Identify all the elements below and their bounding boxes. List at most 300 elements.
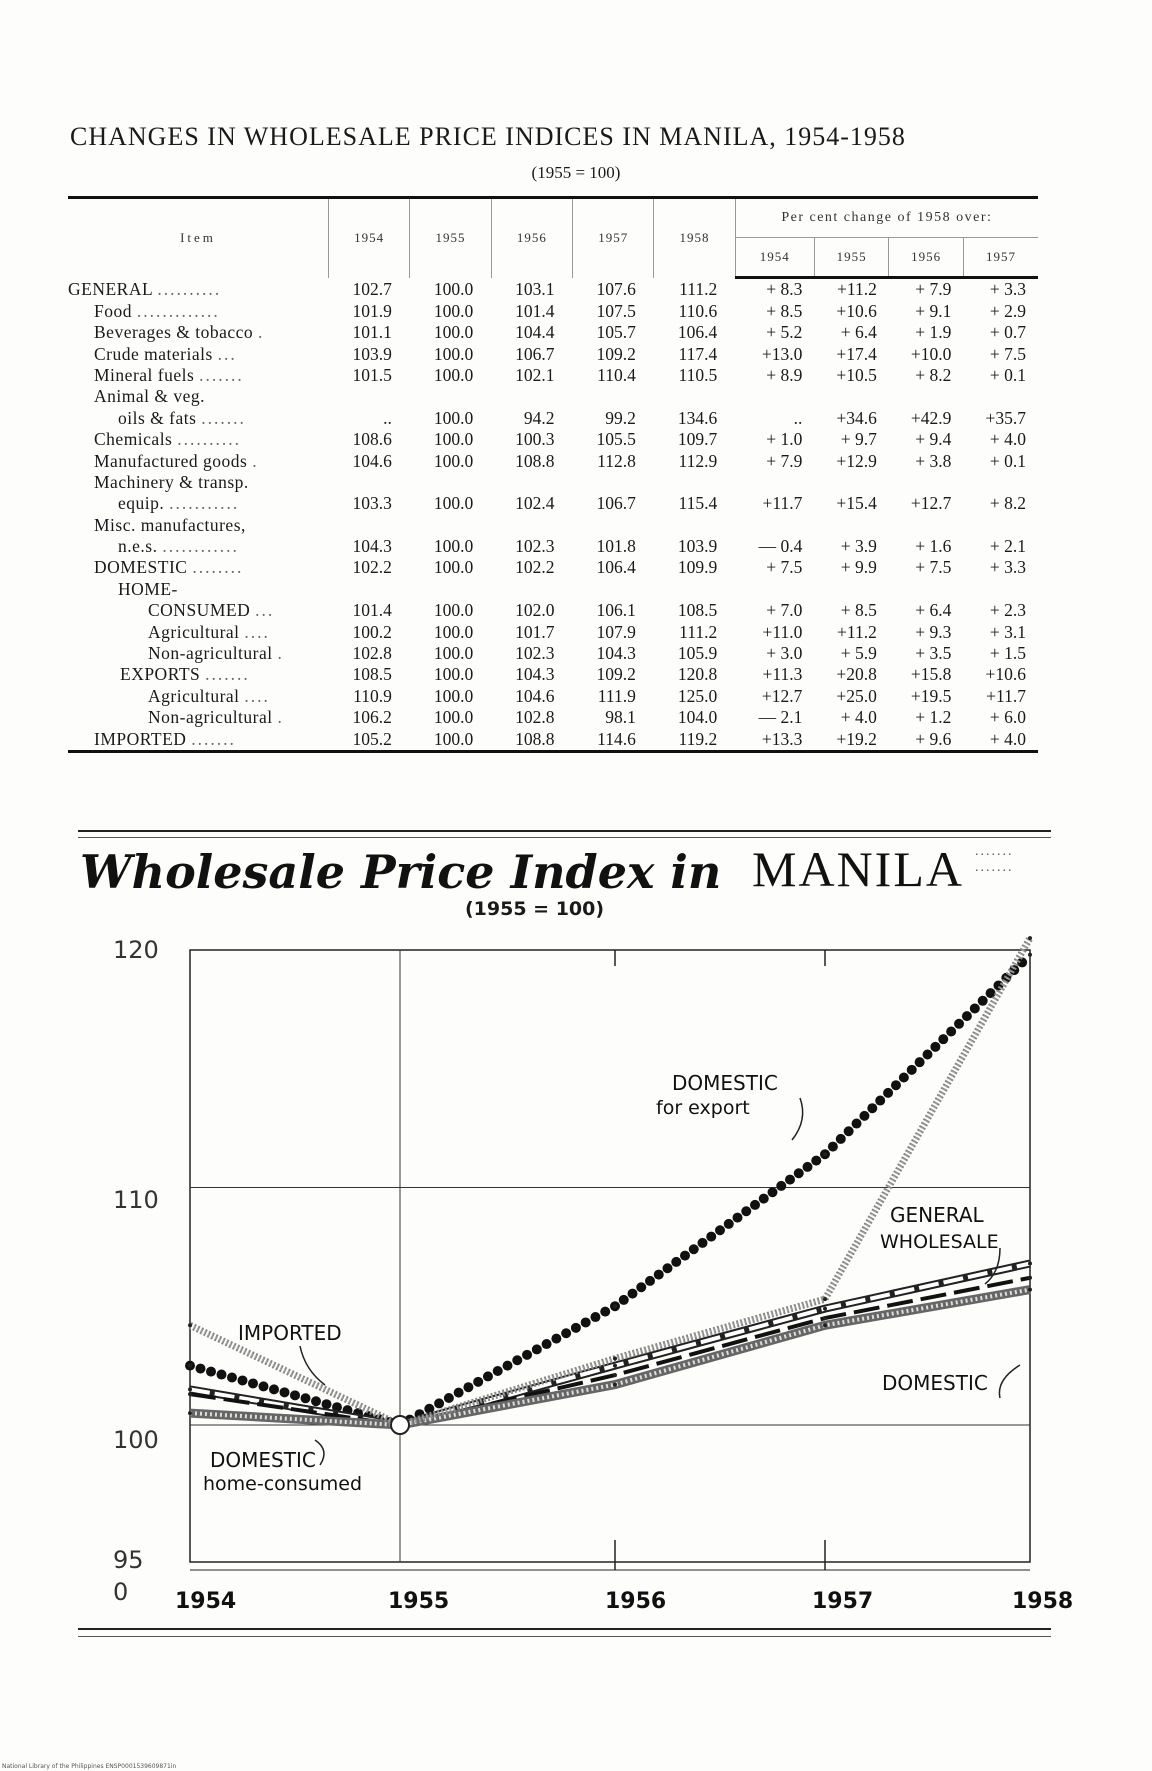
- series-line-inner: [190, 938, 1030, 1425]
- pct-change-cell: + 8.2: [989, 493, 1026, 514]
- pct-change-cell: +42.9: [910, 407, 952, 428]
- series-label: GENERAL: [890, 1203, 984, 1227]
- data-point-dot: [915, 1057, 925, 1067]
- data-point-dot: [706, 1232, 716, 1242]
- x-tick-label: 1956: [605, 1589, 667, 1614]
- pct-change-cell: + 8.5: [766, 300, 803, 321]
- data-point-dot: [571, 1323, 581, 1333]
- x-tick-label: 1957: [812, 1589, 874, 1614]
- leader-dots: .......: [191, 728, 236, 749]
- index-cell: 104.6: [352, 450, 392, 471]
- data-point-dot: [733, 1213, 743, 1223]
- pct-change-cell: + 3.1: [989, 621, 1026, 642]
- pct-change-cell: + 4.0: [840, 707, 877, 728]
- pct-change-cell: +13.3: [735, 728, 814, 751]
- leader-dots: .......: [199, 364, 244, 385]
- pct-change-cell: + 2.3: [989, 600, 1026, 621]
- index-cell: ..: [383, 407, 392, 428]
- data-point-dot: [301, 1393, 311, 1403]
- data-point-dot: [970, 1003, 980, 1013]
- index-cell: 104.3: [352, 536, 392, 557]
- index-cell: 101.4: [515, 300, 555, 321]
- pct-change-cell: + 2.9: [989, 300, 1026, 321]
- leader-dots: .............: [136, 300, 220, 321]
- leader-dots: ....: [244, 621, 270, 642]
- pct-change-cell: +11.2: [837, 279, 877, 300]
- data-point-dot: [938, 1034, 948, 1044]
- data-point-dot: [238, 1375, 248, 1385]
- x-tick-label: 1958: [1012, 1589, 1074, 1614]
- chart-bottom-rule: [78, 1628, 1051, 1630]
- chart-title: Wholesale Price Index in: [80, 845, 722, 899]
- data-point: [613, 1383, 617, 1387]
- data-point: [613, 1364, 617, 1368]
- index-cell: 100.0: [433, 493, 474, 514]
- pct-change-cell: + 1.2: [915, 707, 952, 728]
- series-label-line2: WHOLESALE: [880, 1231, 999, 1253]
- pct-change-cell: + 0.1: [989, 450, 1026, 471]
- data-point-dot: [859, 1111, 869, 1121]
- index-cell: 100.0: [433, 707, 474, 728]
- index-cell: 108.8: [491, 728, 572, 751]
- pct-change-cell: +20.8: [836, 664, 877, 685]
- index-cell: 100.0: [433, 643, 474, 664]
- data-point: [613, 1304, 617, 1308]
- pct-change-cell: +11.0: [762, 621, 803, 642]
- index-cell: 102.3: [515, 536, 555, 557]
- pct-change-cell: + 0.7: [989, 322, 1026, 343]
- index-cell: 102.1: [515, 364, 555, 385]
- chart-place: MANILA: [752, 841, 964, 897]
- data-point-dot: [875, 1096, 885, 1106]
- pct-change-cell: + 7.0: [766, 600, 803, 621]
- pct-change-cell: + 9.7: [840, 429, 877, 450]
- index-cell: 111.2: [679, 279, 718, 300]
- series-label: DOMESTIC: [210, 1448, 316, 1472]
- data-point: [1028, 1262, 1032, 1266]
- data-point: [823, 1307, 827, 1311]
- row-label-text: Mineral fuels: [94, 364, 195, 385]
- index-cell: 108.5: [677, 600, 718, 621]
- index-cell: 102.2: [352, 557, 392, 578]
- data-point: [188, 1411, 192, 1415]
- data-point: [188, 1387, 192, 1391]
- data-point-dot: [785, 1175, 795, 1185]
- data-point-dot: [532, 1344, 542, 1354]
- index-cell: 100.3: [515, 429, 555, 450]
- pct-change-cell: +17.4: [836, 343, 877, 364]
- pct-change-cell: — 2.1: [758, 707, 803, 728]
- row-label-text: Non-agricultural: [148, 643, 273, 664]
- pct-change-cell: + 4.0: [989, 429, 1026, 450]
- index-cell: 103.1: [515, 279, 555, 300]
- pct-change-cell: +11.2: [837, 621, 877, 642]
- data-point-dot: [581, 1317, 591, 1327]
- pct-change-cell: +10.6: [836, 300, 877, 321]
- index-cell: 106.4: [596, 557, 636, 578]
- data-point: [613, 1373, 617, 1377]
- index-cell: 101.9: [352, 300, 392, 321]
- data-point-dot: [551, 1334, 561, 1344]
- index-cell: 100.0: [433, 407, 474, 428]
- data-point-dot: [322, 1399, 332, 1409]
- index-cell: 125.0: [677, 685, 718, 706]
- pct-change-cell: + 6.0: [989, 707, 1026, 728]
- row-label-text: DOMESTIC: [94, 557, 188, 578]
- pct-change-cell: + 3.3: [989, 279, 1026, 300]
- data-point-dot: [680, 1251, 690, 1261]
- data-point-dot: [759, 1194, 769, 1204]
- data-point: [188, 1323, 192, 1327]
- pct-change-cell: +34.6: [836, 407, 877, 428]
- footer-caption: National Library of the Philippines ENSP0001539609871in: [2, 1763, 177, 1770]
- index-cell: 100.0: [433, 364, 474, 385]
- data-point-dot: [196, 1364, 206, 1374]
- index-cell: 104.6: [515, 685, 555, 706]
- pct-change-cell: +11.3: [762, 664, 803, 685]
- leader-dots: .......: [205, 664, 250, 685]
- data-point-dot: [493, 1366, 503, 1376]
- data-point-dot: [852, 1119, 862, 1129]
- item-column-header: Item: [68, 198, 329, 278]
- y-tick-label: 110: [113, 1186, 159, 1214]
- index-cell: 101.8: [596, 536, 636, 557]
- data-point: [1028, 1276, 1032, 1280]
- series-label-line2: home-consumed: [203, 1473, 363, 1495]
- year-header: 1956: [491, 198, 572, 278]
- data-point: [1028, 953, 1032, 957]
- index-cell: 102.4: [515, 493, 555, 514]
- series-label: DOMESTIC: [672, 1071, 778, 1095]
- data-point-dot: [978, 996, 988, 1006]
- pct-change-cell: +10.5: [836, 364, 877, 385]
- row-label-text: Food: [94, 300, 132, 321]
- data-point-dot: [715, 1225, 725, 1235]
- data-point-dot: [923, 1050, 933, 1060]
- index-cell: 100.0: [433, 600, 474, 621]
- pct-change-cell: + 6.4: [915, 600, 952, 621]
- pct-change-cell: + 7.5: [915, 557, 952, 578]
- data-point-dot: [803, 1162, 813, 1172]
- data-point: [1028, 936, 1032, 940]
- index-cell: 110.5: [678, 364, 718, 385]
- row-label-text: oils & fats: [118, 407, 197, 428]
- leader-dots: .: [277, 707, 284, 728]
- year-header: 1958: [654, 198, 735, 278]
- index-cell: 104.3: [596, 643, 636, 664]
- data-point: [823, 1152, 827, 1156]
- pct-change-cell: + 1.0: [766, 429, 803, 450]
- data-point-dot: [454, 1388, 464, 1398]
- data-point: [613, 1357, 617, 1361]
- pct-change-cell: + 9.3: [915, 621, 952, 642]
- pct-change-cell: +15.8: [910, 664, 952, 685]
- index-cell: 107.5: [596, 300, 636, 321]
- index-cell: 98.1: [605, 707, 636, 728]
- data-point-dot: [899, 1073, 909, 1083]
- year-header: 1955: [410, 198, 491, 278]
- data-point-dot: [891, 1080, 901, 1090]
- index-cell: 99.2: [605, 407, 636, 428]
- data-point-dot: [590, 1312, 600, 1322]
- data-point-dot: [954, 1019, 964, 1029]
- data-point-dot: [290, 1390, 300, 1400]
- row-label-text: Machinery & transp.: [94, 471, 249, 492]
- leader-dots: ...: [217, 343, 237, 364]
- series-label: IMPORTED: [238, 1321, 342, 1345]
- index-cell: 100.0: [433, 450, 474, 471]
- data-point-dot: [794, 1168, 804, 1178]
- pct-year-header: 1955: [814, 238, 889, 278]
- data-point-dot: [619, 1295, 629, 1305]
- data-point-dot: [473, 1377, 483, 1387]
- label-leader-line: [792, 1098, 803, 1140]
- row-label-text: CONSUMED: [148, 600, 251, 621]
- table-subtitle: (1955 = 100): [531, 163, 621, 182]
- pct-change-cell: + 9.1: [915, 300, 952, 321]
- data-point-dot: [768, 1187, 778, 1197]
- row-label-text: Crude materials: [94, 343, 213, 364]
- pct-change-cell: — 0.4: [758, 536, 803, 557]
- table-title: CHANGES IN WHOLESALE PRICE INDICES IN MANILA, 1954-1958: [70, 122, 906, 151]
- pct-change-cell: + 7.9: [915, 279, 952, 300]
- pct-change-cell: + 7.5: [989, 343, 1026, 364]
- data-point-dot: [248, 1378, 258, 1388]
- y-tick-label: 95: [113, 1546, 144, 1574]
- leader-dots: ........: [192, 557, 244, 578]
- leader-dots: ...........: [169, 493, 240, 514]
- index-cell: 100.0: [433, 557, 474, 578]
- data-point-dot: [280, 1387, 290, 1397]
- index-cell: 101.1: [352, 322, 392, 343]
- leader-dots: ............: [162, 536, 239, 557]
- index-cell: 106.7: [515, 343, 555, 364]
- index-cell: 109.9: [677, 557, 718, 578]
- index-cell: 103.9: [677, 536, 718, 557]
- index-cell: 100.0: [433, 685, 474, 706]
- index-cell: 106.2: [352, 707, 392, 728]
- row-label-text: Animal & veg.: [94, 386, 205, 407]
- data-point-dot: [311, 1396, 321, 1406]
- pct-change-cell: + 9.9: [840, 557, 877, 578]
- row-label-text: Chemicals: [94, 429, 173, 450]
- data-point-dot: [503, 1361, 513, 1371]
- index-cell: 100.2: [352, 621, 392, 642]
- data-point-dot: [828, 1142, 838, 1152]
- index-cell: 100.0: [433, 429, 474, 450]
- data-point-dot: [636, 1282, 646, 1292]
- pct-year-header: 1957: [963, 238, 1038, 278]
- pct-change-cell: + 7.9: [766, 450, 803, 471]
- index-cell: 110.6: [678, 300, 718, 321]
- index-cell: 111.9: [597, 685, 636, 706]
- data-point-dot: [512, 1355, 522, 1365]
- data-point-dot: [930, 1042, 940, 1052]
- data-point: [1028, 1288, 1032, 1292]
- data-point-dot: [811, 1156, 821, 1166]
- index-cell: 110.4: [597, 364, 636, 385]
- leader-dots: .: [258, 322, 265, 343]
- index-cell: 100.0: [433, 322, 474, 343]
- index-cell: 100.0: [433, 343, 474, 364]
- pct-change-cell: + 4.0: [963, 728, 1038, 751]
- index-cell: 108.8: [515, 450, 555, 471]
- row-label-text: Non-agricultural: [148, 707, 273, 728]
- data-point: [823, 1323, 827, 1327]
- pct-change-cell: + 8.2: [915, 364, 952, 385]
- data-point-dot: [844, 1126, 854, 1136]
- row-label-text: Agricultural: [148, 621, 240, 642]
- data-point: [823, 1297, 827, 1301]
- data-point: [188, 1364, 192, 1368]
- data-point-dot: [269, 1384, 279, 1394]
- index-cell: 100.0: [433, 664, 474, 685]
- index-cell: 94.2: [523, 407, 555, 428]
- index-cell: 102.7: [352, 279, 392, 300]
- data-point-dot: [698, 1238, 708, 1248]
- pct-change-cell: + 3.3: [989, 557, 1026, 578]
- index-cell: 111.2: [679, 621, 718, 642]
- leader-dots: .......: [201, 407, 246, 428]
- data-point-dot: [883, 1088, 893, 1098]
- index-cell: 100.0: [433, 536, 474, 557]
- chart-subtitle: (1955 = 100): [465, 898, 605, 920]
- pct-change-header: Per cent change of 1958 over:: [735, 198, 1038, 238]
- data-point-dot: [561, 1328, 571, 1338]
- pct-change-cell: + 6.4: [840, 322, 877, 343]
- index-cell: 107.9: [596, 621, 636, 642]
- pct-change-cell: + 5.9: [840, 643, 877, 664]
- data-point-dot: [741, 1206, 751, 1216]
- index-cell: 108.6: [352, 429, 392, 450]
- row-label-text: EXPORTS: [120, 664, 201, 685]
- pct-change-cell: +19.5: [910, 685, 952, 706]
- data-point-dot: [663, 1263, 673, 1273]
- data-point: [823, 1316, 827, 1320]
- index-cell: 105.7: [596, 322, 636, 343]
- row-label-text: HOME-: [118, 578, 178, 599]
- row-label-text: Agricultural: [148, 685, 240, 706]
- data-point-dot: [522, 1350, 532, 1360]
- row-label-text: Manufactured goods: [94, 450, 248, 471]
- pct-change-cell: + 1.5: [989, 643, 1026, 664]
- index-cell: 102.3: [515, 643, 555, 664]
- series-label: DOMESTIC: [882, 1371, 988, 1395]
- data-point-dot: [463, 1382, 473, 1392]
- row-label-text: Misc. manufactures,: [94, 514, 246, 535]
- year-header: 1954: [329, 198, 410, 278]
- leader-dots: ..........: [157, 279, 222, 300]
- pct-change-cell: + 3.9: [840, 536, 877, 557]
- pct-change-cell: +15.4: [836, 493, 877, 514]
- index-cell: 112.8: [597, 450, 636, 471]
- index-cell: 101.5: [352, 364, 392, 385]
- index-cell: 100.0: [433, 300, 474, 321]
- index-cell: 110.9: [353, 685, 392, 706]
- label-leader-line: [985, 1248, 1000, 1284]
- label-leader-line: [315, 1440, 324, 1465]
- index-cell: 104.3: [515, 664, 555, 685]
- data-point-dot: [483, 1371, 493, 1381]
- data-point-dot: [724, 1219, 734, 1229]
- row-label-text: GENERAL: [68, 279, 153, 300]
- data-point-dot: [986, 988, 996, 998]
- pct-change-cell: +35.7: [985, 407, 1026, 428]
- data-point-dot: [836, 1134, 846, 1144]
- pct-change-cell: +10.6: [985, 664, 1026, 685]
- data-point-dot: [689, 1244, 699, 1254]
- index-cell: 108.5: [352, 664, 392, 685]
- data-point-dot: [645, 1276, 655, 1286]
- pct-change-cell: +19.2: [814, 728, 889, 751]
- pct-change-cell: +25.0: [836, 685, 877, 706]
- index-cell: 100.0: [410, 728, 491, 751]
- index-cell: 102.8: [352, 643, 392, 664]
- leader-dots: ..........: [177, 429, 241, 450]
- data-point-dot: [946, 1026, 956, 1036]
- pct-change-cell: + 2.1: [989, 536, 1026, 557]
- index-cell: 104.0: [677, 707, 718, 728]
- base-year-marker: [391, 1416, 409, 1434]
- row-label-text: Beverages & tobacco: [94, 322, 254, 343]
- pct-change-cell: +10.0: [910, 343, 952, 364]
- x-tick-label: 1954: [175, 1589, 237, 1614]
- pct-change-cell: + 3.0: [766, 643, 803, 664]
- chart-place-dots: ....... .......: [975, 844, 1014, 875]
- pct-change-cell: + 9.6: [889, 728, 964, 751]
- pct-change-cell: +13.0: [761, 343, 803, 364]
- pct-change-cell: ..: [793, 407, 803, 428]
- x-tick-label: 1955: [388, 1589, 450, 1614]
- data-point-dot: [434, 1398, 444, 1408]
- index-cell: 104.4: [515, 322, 555, 343]
- data-point-dot: [962, 1011, 972, 1021]
- data-point-dot: [217, 1370, 227, 1380]
- data-point-dot: [776, 1181, 786, 1191]
- series-line: [190, 938, 1030, 1425]
- chart-bottom-rule-thin: [78, 1636, 1051, 1637]
- index-cell: 102.0: [515, 600, 555, 621]
- index-cell: 102.8: [515, 707, 555, 728]
- leader-dots: .: [277, 643, 284, 664]
- row-label-text: n.e.s.: [118, 536, 158, 557]
- data-point-dot: [671, 1257, 681, 1267]
- leader-dots: .: [252, 450, 259, 471]
- pct-change-cell: + 7.5: [766, 557, 803, 578]
- index-cell: 105.2: [329, 728, 410, 751]
- index-cell: 115.4: [678, 493, 718, 514]
- index-cell: 101.4: [352, 600, 392, 621]
- leader-dots: ....: [244, 685, 270, 706]
- pct-change-cell: +12.9: [836, 450, 877, 471]
- data-point-dot: [444, 1393, 454, 1403]
- series-label-line2: for export: [656, 1097, 750, 1119]
- index-cell: 114.6: [573, 728, 654, 751]
- pct-change-cell: + 5.2: [766, 322, 803, 343]
- pct-change-cell: +12.7: [761, 685, 803, 706]
- data-point-dot: [907, 1065, 917, 1075]
- data-point-dot: [600, 1307, 610, 1317]
- pct-change-cell: + 8.9: [766, 364, 803, 385]
- pct-change-cell: +11.7: [762, 493, 803, 514]
- pct-change-cell: + 3.8: [915, 450, 952, 471]
- pct-change-cell: + 8.3: [766, 279, 803, 300]
- pct-year-header: 1954: [735, 238, 814, 278]
- row-label-text: equip.: [118, 493, 165, 514]
- year-header: 1957: [573, 198, 654, 278]
- index-cell: 107.6: [596, 279, 636, 300]
- y-tick-label: 100: [113, 1426, 159, 1454]
